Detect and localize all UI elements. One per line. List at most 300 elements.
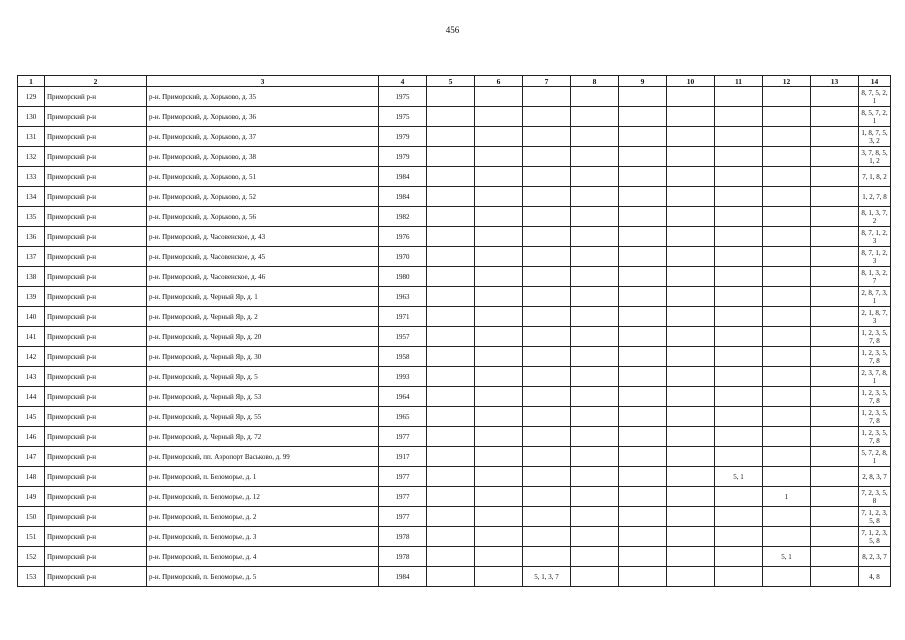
col-6-cell [475, 427, 523, 447]
row-number: 145 [18, 407, 45, 427]
col-12-cell: 1 [763, 487, 811, 507]
col-13-cell [811, 367, 859, 387]
address-cell: р-н. Приморский, п. Беломорье, д. 12 [147, 487, 379, 507]
district-cell: Приморский р-н [45, 267, 147, 287]
col-14-cell: 8, 7, 1, 2, 3 [859, 227, 891, 247]
address-cell: р-н. Приморский, п. Беломорье, д. 5 [147, 567, 379, 587]
col-8-cell [571, 287, 619, 307]
row-number: 151 [18, 527, 45, 547]
col-11-cell [715, 507, 763, 527]
col-9-cell [619, 107, 667, 127]
col-6-cell [475, 327, 523, 347]
table-row [18, 507, 891, 527]
col-12-cell [763, 467, 811, 487]
col-10-cell [667, 447, 715, 467]
table-row [18, 407, 891, 427]
district-cell: Приморский р-н [45, 567, 147, 587]
column-header-10: 10 [667, 76, 715, 87]
col-13-cell [811, 547, 859, 567]
col-6-cell [475, 547, 523, 567]
col-9-cell [619, 127, 667, 147]
col-10-cell [667, 367, 715, 387]
district-cell: Приморский р-н [45, 127, 147, 147]
col-5-cell [427, 207, 475, 227]
col-13-cell [811, 427, 859, 447]
col-9-cell [619, 467, 667, 487]
col-13-cell [811, 127, 859, 147]
row-number: 143 [18, 367, 45, 387]
col-11-cell [715, 167, 763, 187]
column-header-9: 9 [619, 76, 667, 87]
col-11-cell [715, 427, 763, 447]
address-cell: р-н. Приморский, д. Черный Яр, д. 30 [147, 347, 379, 367]
col-7-cell [523, 327, 571, 347]
col-14-cell: 4, 8 [859, 567, 891, 587]
address-cell: р-н. Приморский, д. Хорьково, д. 35 [147, 87, 379, 107]
col-11-cell [715, 407, 763, 427]
column-header-2: 2 [45, 76, 147, 87]
col-14-cell: 1, 8, 7, 5, 3, 2 [859, 127, 891, 147]
col-11-cell [715, 147, 763, 167]
col-12-cell [763, 447, 811, 467]
col-8-cell [571, 347, 619, 367]
col-11-cell [715, 447, 763, 467]
col-10-cell [667, 567, 715, 587]
year-cell: 1993 [379, 367, 427, 387]
address-cell: р-н. Приморский, д. Хорьково, д. 38 [147, 147, 379, 167]
col-14-cell: 2, 8, 3, 7 [859, 467, 891, 487]
col-14-cell: 2, 1, 8, 7, 3 [859, 307, 891, 327]
table-row [18, 487, 891, 507]
col-7-cell [523, 547, 571, 567]
row-number: 131 [18, 127, 45, 147]
district-cell: Приморский р-н [45, 447, 147, 467]
column-header-14: 14 [859, 76, 891, 87]
col-10-cell [667, 427, 715, 447]
year-cell: 1984 [379, 167, 427, 187]
year-cell: 1977 [379, 507, 427, 527]
col-8-cell [571, 307, 619, 327]
table-row [18, 287, 891, 307]
col-10-cell [667, 307, 715, 327]
col-10-cell [667, 347, 715, 367]
col-12-cell [763, 407, 811, 427]
col-14-cell: 5, 7, 2, 8, 1 [859, 447, 891, 467]
data-table [17, 75, 891, 587]
col-9-cell [619, 427, 667, 447]
col-11-cell [715, 207, 763, 227]
district-cell: Приморский р-н [45, 547, 147, 567]
col-5-cell [427, 247, 475, 267]
col-10-cell [667, 407, 715, 427]
col-8-cell [571, 367, 619, 387]
col-10-cell [667, 127, 715, 147]
col-11-cell [715, 107, 763, 127]
col-12-cell [763, 127, 811, 147]
col-10-cell [667, 287, 715, 307]
district-cell: Приморский р-н [45, 487, 147, 507]
col-8-cell [571, 507, 619, 527]
column-header-4: 4 [379, 76, 427, 87]
col-6-cell [475, 527, 523, 547]
col-12-cell [763, 527, 811, 547]
district-cell: Приморский р-н [45, 227, 147, 247]
col-8-cell [571, 187, 619, 207]
year-cell: 1976 [379, 227, 427, 247]
column-header-12: 12 [763, 76, 811, 87]
column-header-5: 5 [427, 76, 475, 87]
table-row [18, 247, 891, 267]
col-5-cell [427, 267, 475, 287]
col-11-cell [715, 327, 763, 347]
year-cell: 1977 [379, 467, 427, 487]
col-7-cell [523, 227, 571, 247]
col-12-cell [763, 167, 811, 187]
col-8-cell [571, 247, 619, 267]
col-13-cell [811, 207, 859, 227]
col-5-cell [427, 307, 475, 327]
col-12-cell: 5, 1 [763, 547, 811, 567]
col-14-cell: 8, 5, 7, 2, 1 [859, 107, 891, 127]
col-14-cell: 1, 2, 3, 5, 7, 8 [859, 407, 891, 427]
row-number: 136 [18, 227, 45, 247]
row-number: 140 [18, 307, 45, 327]
col-14-cell: 2, 8, 7, 3, 1 [859, 287, 891, 307]
col-5-cell [427, 407, 475, 427]
col-11-cell [715, 87, 763, 107]
col-7-cell: 5, 1, 3, 7 [523, 567, 571, 587]
address-cell: р-н. Приморский, д. Хорьково, д. 36 [147, 107, 379, 127]
page-number: 456 [445, 25, 460, 35]
col-9-cell [619, 287, 667, 307]
table-row [18, 527, 891, 547]
col-12-cell [763, 507, 811, 527]
col-11-cell [715, 127, 763, 147]
col-8-cell [571, 87, 619, 107]
col-11-cell [715, 387, 763, 407]
col-9-cell [619, 267, 667, 287]
col-5-cell [427, 567, 475, 587]
col-6-cell [475, 167, 523, 187]
col-13-cell [811, 567, 859, 587]
district-cell: Приморский р-н [45, 207, 147, 227]
col-5-cell [427, 467, 475, 487]
col-6-cell [475, 387, 523, 407]
address-cell: р-н. Приморский, д. Черный Яр, д. 2 [147, 307, 379, 327]
row-number: 141 [18, 327, 45, 347]
col-11-cell [715, 187, 763, 207]
col-7-cell [523, 487, 571, 507]
address-cell: р-н. Приморский, п. Беломорье, д. 4 [147, 547, 379, 567]
table-row [18, 147, 891, 167]
col-8-cell [571, 467, 619, 487]
col-6-cell [475, 227, 523, 247]
col-13-cell [811, 327, 859, 347]
address-cell: р-н. Приморский, пп. Аэропорт Васьково, д. 99 [147, 447, 379, 467]
col-7-cell [523, 447, 571, 467]
col-5-cell [427, 447, 475, 467]
col-11-cell [715, 267, 763, 287]
row-number: 150 [18, 507, 45, 527]
col-8-cell [571, 167, 619, 187]
col-5-cell [427, 327, 475, 347]
col-13-cell [811, 187, 859, 207]
col-6-cell [475, 507, 523, 527]
col-14-cell: 2, 3, 7, 8, 1 [859, 367, 891, 387]
col-8-cell [571, 207, 619, 227]
col-10-cell [667, 207, 715, 227]
table-row [18, 447, 891, 467]
col-5-cell [427, 507, 475, 527]
year-cell: 1965 [379, 407, 427, 427]
year-cell: 1978 [379, 547, 427, 567]
col-6-cell [475, 127, 523, 147]
col-6-cell [475, 567, 523, 587]
row-number: 132 [18, 147, 45, 167]
col-7-cell [523, 307, 571, 327]
col-7-cell [523, 387, 571, 407]
column-header-6: 6 [475, 76, 523, 87]
address-cell: р-н. Приморский, д. Хорьково, д. 51 [147, 167, 379, 187]
col-6-cell [475, 367, 523, 387]
year-cell: 1975 [379, 87, 427, 107]
col-8-cell [571, 427, 619, 447]
district-cell: Приморский р-н [45, 427, 147, 447]
col-12-cell [763, 247, 811, 267]
column-header-7: 7 [523, 76, 571, 87]
col-9-cell [619, 247, 667, 267]
table-row [18, 307, 891, 327]
col-14-cell: 7, 1, 2, 3, 5, 8 [859, 527, 891, 547]
table-row [18, 427, 891, 447]
col-9-cell [619, 87, 667, 107]
col-13-cell [811, 267, 859, 287]
address-cell: р-н. Приморский, д. Черный Яр, д. 55 [147, 407, 379, 427]
col-11-cell [715, 227, 763, 247]
col-5-cell [427, 227, 475, 247]
col-14-cell: 8, 7, 1, 2, 3 [859, 247, 891, 267]
address-cell: р-н. Приморский, д. Черный Яр, д. 1 [147, 287, 379, 307]
col-12-cell [763, 207, 811, 227]
col-6-cell [475, 247, 523, 267]
col-13-cell [811, 447, 859, 467]
address-cell: р-н. Приморский, п. Беломорье, д. 1 [147, 467, 379, 487]
col-8-cell [571, 527, 619, 547]
col-9-cell [619, 367, 667, 387]
col-12-cell [763, 387, 811, 407]
col-6-cell [475, 307, 523, 327]
row-number: 138 [18, 267, 45, 287]
col-6-cell [475, 487, 523, 507]
col-9-cell [619, 567, 667, 587]
row-number: 134 [18, 187, 45, 207]
col-11-cell: 5, 1 [715, 467, 763, 487]
col-11-cell [715, 487, 763, 507]
col-13-cell [811, 147, 859, 167]
row-number: 144 [18, 387, 45, 407]
row-number: 152 [18, 547, 45, 567]
col-8-cell [571, 267, 619, 287]
col-13-cell [811, 307, 859, 327]
table-row [18, 267, 891, 287]
col-9-cell [619, 547, 667, 567]
col-5-cell [427, 167, 475, 187]
year-cell: 1980 [379, 267, 427, 287]
col-5-cell [427, 147, 475, 167]
col-7-cell [523, 347, 571, 367]
row-number: 139 [18, 287, 45, 307]
header-row [18, 76, 891, 87]
col-8-cell [571, 327, 619, 347]
col-9-cell [619, 387, 667, 407]
col-14-cell: 7, 1, 2, 3, 5, 8 [859, 507, 891, 527]
address-cell: р-н. Приморский, д. Часовенское, д. 45 [147, 247, 379, 267]
col-5-cell [427, 487, 475, 507]
address-cell: р-н. Приморский, д. Хорьково, д. 52 [147, 187, 379, 207]
col-9-cell [619, 167, 667, 187]
year-cell: 1964 [379, 387, 427, 407]
col-6-cell [475, 407, 523, 427]
col-13-cell [811, 507, 859, 527]
col-10-cell [667, 487, 715, 507]
col-10-cell [667, 507, 715, 527]
col-9-cell [619, 207, 667, 227]
table-row [18, 547, 891, 567]
address-cell: р-н. Приморский, д. Черный Яр, д. 5 [147, 367, 379, 387]
address-cell: р-н. Приморский, д. Часовенское, д. 46 [147, 267, 379, 287]
col-8-cell [571, 127, 619, 147]
col-9-cell [619, 487, 667, 507]
year-cell: 1957 [379, 327, 427, 347]
row-number: 153 [18, 567, 45, 587]
row-number: 133 [18, 167, 45, 187]
address-cell: р-н. Приморский, п. Беломорье, д. 3 [147, 527, 379, 547]
col-14-cell: 8, 7, 5, 2, 1 [859, 87, 891, 107]
district-cell: Приморский р-н [45, 387, 147, 407]
year-cell: 1984 [379, 567, 427, 587]
col-5-cell [427, 427, 475, 447]
col-11-cell [715, 287, 763, 307]
col-11-cell [715, 547, 763, 567]
col-14-cell: 8, 2, 3, 7 [859, 547, 891, 567]
table-row [18, 567, 891, 587]
col-9-cell [619, 347, 667, 367]
col-10-cell [667, 467, 715, 487]
col-6-cell [475, 287, 523, 307]
col-10-cell [667, 147, 715, 167]
col-7-cell [523, 87, 571, 107]
col-13-cell [811, 227, 859, 247]
district-cell: Приморский р-н [45, 527, 147, 547]
district-cell: Приморский р-н [45, 307, 147, 327]
col-5-cell [427, 287, 475, 307]
year-cell: 1917 [379, 447, 427, 467]
col-12-cell [763, 367, 811, 387]
col-14-cell: 1, 2, 7, 8 [859, 187, 891, 207]
table-row [18, 187, 891, 207]
col-7-cell [523, 427, 571, 447]
row-number: 129 [18, 87, 45, 107]
col-9-cell [619, 147, 667, 167]
col-8-cell [571, 447, 619, 467]
table-row [18, 107, 891, 127]
col-14-cell: 8, 1, 3, 2, 7 [859, 267, 891, 287]
table-row [18, 167, 891, 187]
col-14-cell: 3, 7, 8, 5, 1, 2 [859, 147, 891, 167]
district-cell: Приморский р-н [45, 367, 147, 387]
row-number: 148 [18, 467, 45, 487]
col-5-cell [427, 547, 475, 567]
col-12-cell [763, 347, 811, 367]
col-14-cell: 7, 1, 8, 2 [859, 167, 891, 187]
col-7-cell [523, 167, 571, 187]
year-cell: 1977 [379, 487, 427, 507]
table-row [18, 87, 891, 107]
address-cell: р-н. Приморский, д. Часовенское, д. 43 [147, 227, 379, 247]
col-7-cell [523, 287, 571, 307]
col-14-cell: 1, 2, 3, 5, 7, 8 [859, 327, 891, 347]
col-7-cell [523, 247, 571, 267]
address-cell: р-н. Приморский, д. Черный Яр, д. 20 [147, 327, 379, 347]
district-cell: Приморский р-н [45, 87, 147, 107]
year-cell: 1970 [379, 247, 427, 267]
col-14-cell: 1, 2, 3, 5, 7, 8 [859, 427, 891, 447]
col-7-cell [523, 127, 571, 147]
address-cell: р-н. Приморский, д. Черный Яр, д. 72 [147, 427, 379, 447]
col-7-cell [523, 147, 571, 167]
col-13-cell [811, 167, 859, 187]
address-cell: р-н. Приморский, д. Черный Яр, д. 53 [147, 387, 379, 407]
col-13-cell [811, 407, 859, 427]
year-cell: 1963 [379, 287, 427, 307]
year-cell: 1975 [379, 107, 427, 127]
col-7-cell [523, 527, 571, 547]
col-6-cell [475, 467, 523, 487]
col-5-cell [427, 387, 475, 407]
year-cell: 1978 [379, 527, 427, 547]
col-12-cell [763, 107, 811, 127]
col-6-cell [475, 447, 523, 467]
row-number: 130 [18, 107, 45, 127]
col-10-cell [667, 387, 715, 407]
col-7-cell [523, 507, 571, 527]
district-cell: Приморский р-н [45, 247, 147, 267]
col-12-cell [763, 267, 811, 287]
col-5-cell [427, 187, 475, 207]
col-12-cell [763, 87, 811, 107]
col-13-cell [811, 247, 859, 267]
col-13-cell [811, 487, 859, 507]
col-7-cell [523, 267, 571, 287]
col-9-cell [619, 307, 667, 327]
col-10-cell [667, 107, 715, 127]
col-5-cell [427, 527, 475, 547]
col-12-cell [763, 307, 811, 327]
table-row [18, 387, 891, 407]
col-12-cell [763, 227, 811, 247]
col-6-cell [475, 207, 523, 227]
col-8-cell [571, 407, 619, 427]
col-13-cell [811, 387, 859, 407]
col-9-cell [619, 227, 667, 247]
col-11-cell [715, 567, 763, 587]
year-cell: 1982 [379, 207, 427, 227]
col-14-cell: 1, 2, 3, 5, 7, 8 [859, 387, 891, 407]
year-cell: 1984 [379, 187, 427, 207]
col-5-cell [427, 347, 475, 367]
col-5-cell [427, 107, 475, 127]
col-9-cell [619, 507, 667, 527]
